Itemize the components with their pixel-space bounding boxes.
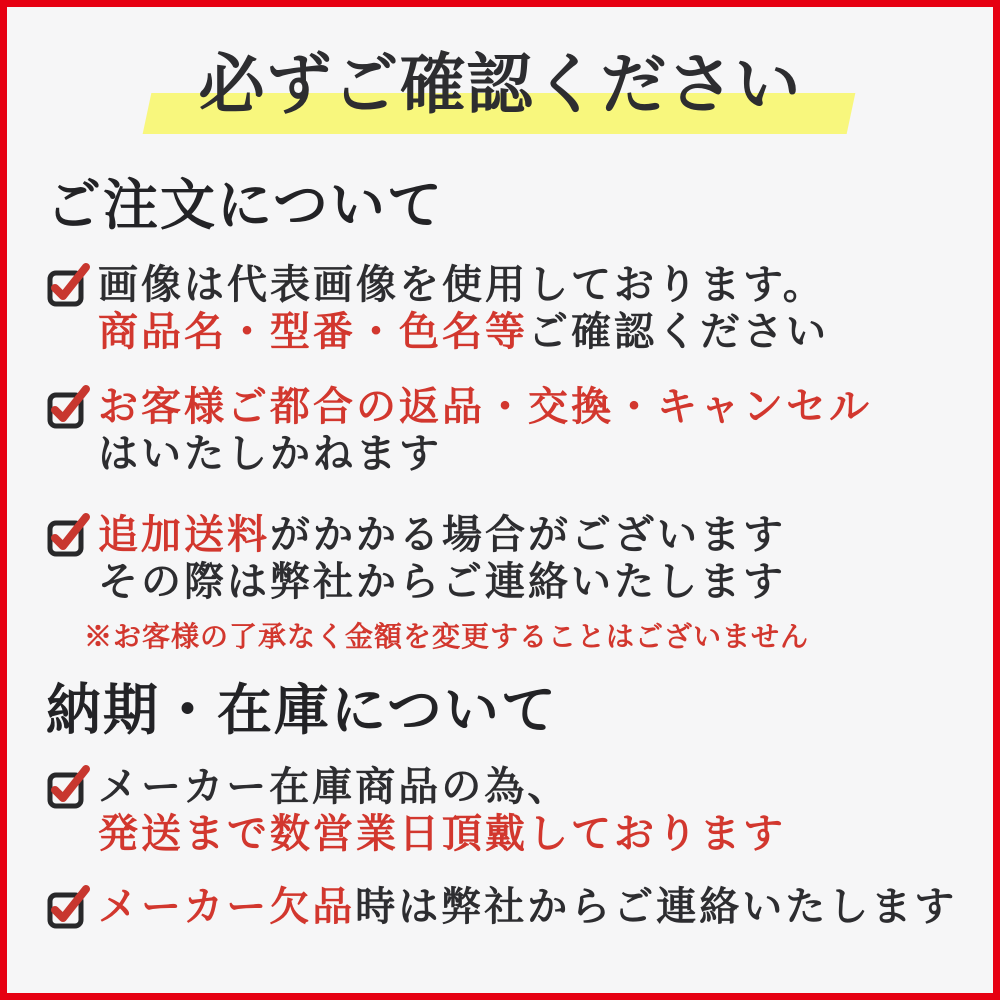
item-text-segment: メーカー在庫商品の為、 <box>98 764 571 809</box>
notice-item <box>46 763 966 857</box>
item-text-segment: 発送まで数営業日頂戴しております <box>98 811 786 856</box>
item-text-segment: その際は弊社からご連絡いたします <box>98 559 786 604</box>
item-text-line <box>98 383 872 430</box>
item-text-segment: 時は弊社からご連絡いたします <box>355 884 958 929</box>
checkbox-checked-icon <box>46 511 92 557</box>
item-text-segment: メーカー欠品 <box>98 884 356 929</box>
checkbox-checked-icon <box>46 763 92 809</box>
item-text-line <box>98 308 829 355</box>
notice-item <box>46 511 966 605</box>
item-text-segment: お客様ご都合の返品・交換・キャンセル <box>98 384 872 429</box>
item-text-segment: 商品名・型番・色名等 <box>98 309 528 354</box>
item-text-line <box>98 558 786 605</box>
page-title: 必ずご確認ください <box>198 49 802 122</box>
notice-item <box>46 383 966 477</box>
section-heading: 納期・在庫について <box>46 680 558 741</box>
notice-item <box>46 883 966 930</box>
checkbox-checked-icon <box>46 883 92 929</box>
checkbox-checked-icon <box>46 383 92 429</box>
item-text-segment: はいたしかねます <box>98 431 442 476</box>
item-text-segment: ご確認ください <box>528 309 829 354</box>
section-heading: ご注文について <box>46 175 444 236</box>
item-text-line <box>98 261 829 308</box>
item-text <box>98 383 872 477</box>
notice-item <box>46 261 966 355</box>
checkbox-checked-icon <box>46 261 92 307</box>
item-text-line <box>98 430 872 477</box>
item-text-segment: がかかる場合がございます <box>270 512 786 557</box>
item-text-line <box>98 810 786 857</box>
item-footnote: ※お客様の了承なく金額を変更することはございません <box>84 622 810 653</box>
item-text-line <box>98 883 957 930</box>
item-text <box>98 763 786 857</box>
item-text <box>98 261 829 355</box>
item-text <box>98 883 957 930</box>
sections-container <box>46 0 966 930</box>
item-text <box>98 511 786 605</box>
item-text-segment: 画像は代表画像を使用しております。 <box>98 262 826 307</box>
item-text-line <box>98 763 786 810</box>
item-text-line <box>98 511 786 558</box>
item-text-segment: 追加送料 <box>98 512 270 557</box>
